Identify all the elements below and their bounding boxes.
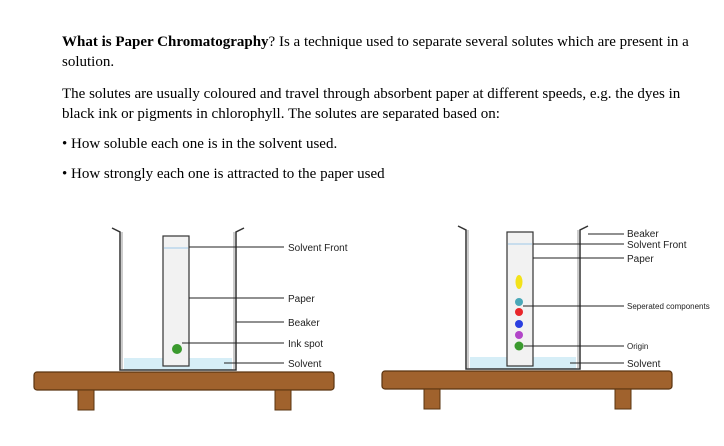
- intro-term: What is Paper Chromatography: [62, 34, 269, 50]
- left-ink-spot: [172, 344, 182, 354]
- right-table-leg-2: [615, 389, 631, 409]
- right-label-origin: Origin: [627, 342, 649, 351]
- left-label-paper: Paper: [288, 294, 315, 305]
- component-red: [515, 308, 523, 316]
- left-label-beaker: Beaker: [288, 318, 320, 329]
- left-label-solvent-front: Solvent Front: [288, 243, 348, 254]
- left-table-top: [34, 372, 334, 390]
- intro-rest: ? Is a technique used to separate several solutes which are present in a solution.: [62, 34, 689, 70]
- component-yellow: [516, 275, 523, 289]
- right-label-separated-components: Seperated components: [627, 302, 710, 311]
- description-paragraph: The solutes are usually coloured and travel through absorbent paper at different speeds, e.g. the dyes in black ink or pigments in chlorophyll. The solutes are separated based on:: [62, 86, 681, 122]
- right-table-leg-1: [424, 389, 440, 409]
- component-purple: [515, 331, 523, 339]
- left-label-ink-spot: Ink spot: [288, 339, 324, 350]
- right-label-paper: Paper: [627, 254, 654, 265]
- left-diagram: [34, 228, 348, 410]
- right-label-solvent: Solvent: [627, 359, 661, 370]
- left-table-leg-1: [78, 390, 94, 410]
- right-table-top: [382, 371, 672, 389]
- right-origin-spot: [515, 342, 524, 351]
- left-label-solvent: Solvent: [288, 359, 322, 370]
- right-label-beaker: Beaker: [627, 229, 659, 240]
- component-blue: [515, 320, 523, 328]
- component-teal: [515, 298, 523, 306]
- left-table-leg-2: [275, 390, 291, 410]
- bullet-attraction: • How strongly each one is attracted to the paper used: [62, 166, 385, 182]
- right-diagram: [382, 226, 710, 409]
- right-label-solvent-front: Solvent Front: [627, 240, 687, 251]
- bullet-solubility: • How soluble each one is in the solvent used.: [62, 136, 338, 152]
